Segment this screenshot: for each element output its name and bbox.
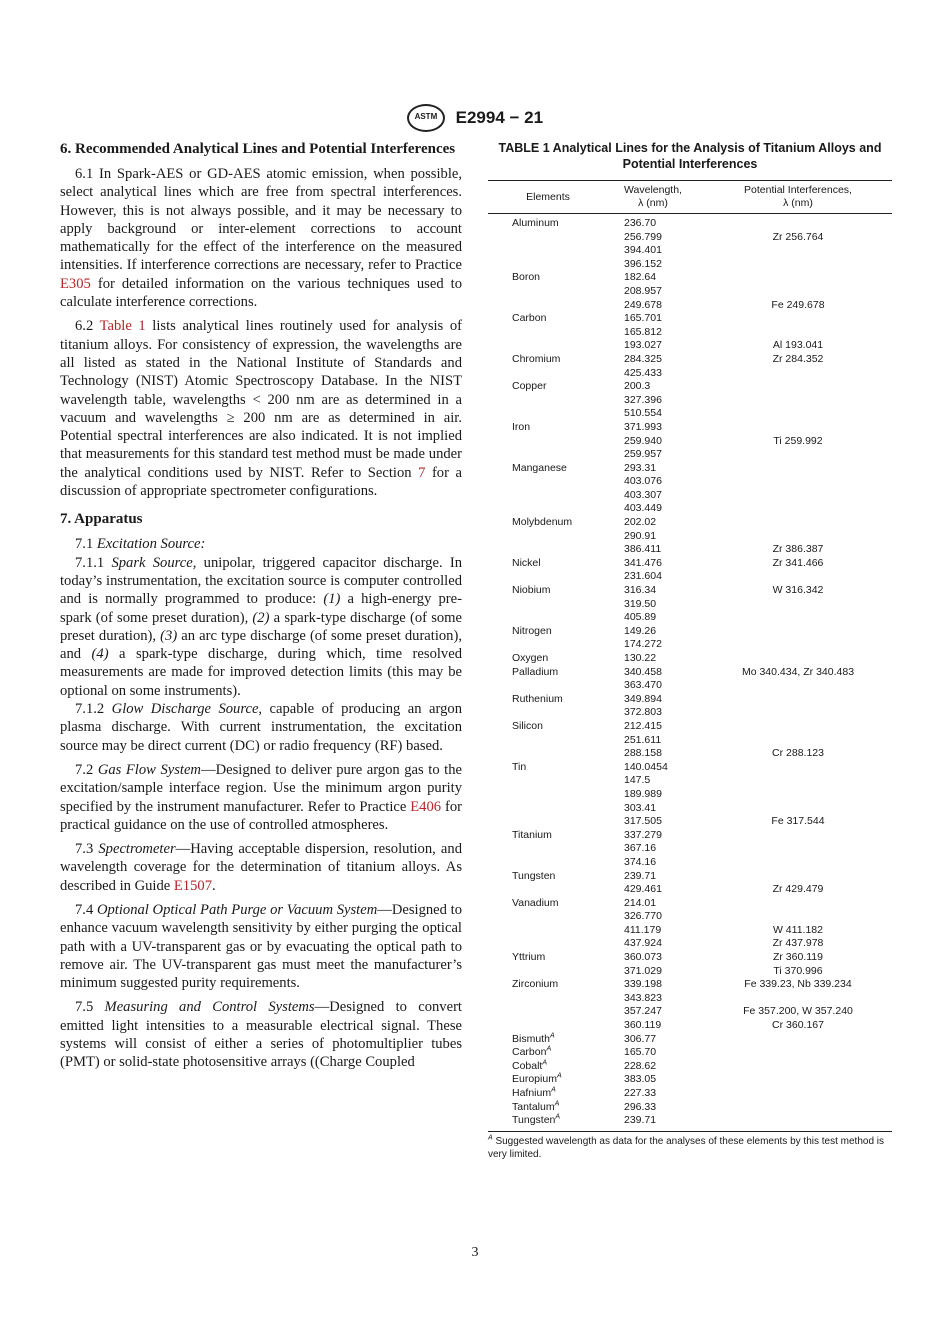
cell-wavelength: 425.433 [624, 366, 662, 379]
cell-wavelength: 284.325 [624, 352, 662, 365]
cell-wavelength: 165.70 [624, 1046, 657, 1059]
cell-wavelength: 367.16 [624, 842, 657, 855]
cell-wavelength: 340.458 [624, 665, 662, 678]
paragraph-6-1: 6.1 In Spark-AES or GD-AES atomic emission, when possible, select analytical lines which are free from spectral interferences. However, this is not always possible, and it may be necessary to apply background or inter-element corrections to account mathematically for the effect of the interference on the measured intensities. If interference corrections are necessary, refer to Practice E305 for detailed information on the various techniques used to calculate interference corrections. [60, 166, 462, 311]
cell-wavelength: 147.5 [624, 774, 651, 787]
table-row [488, 435, 892, 449]
table-row [488, 1087, 892, 1101]
table-row [488, 312, 892, 326]
cell-element: Iron [512, 420, 531, 433]
cell-element: Europium$^A$ [512, 1072, 562, 1086]
cell-interference: Ti 370.996 [773, 964, 823, 977]
table-row [488, 367, 892, 381]
cell-element: Nickel [512, 556, 541, 569]
table-row [488, 883, 892, 897]
header-wavelength: Wavelength, λ (nm) [624, 184, 682, 209]
cell-interference: Fe 339.23, Nb 339.234 [744, 978, 852, 991]
cell-wavelength: 202.02 [624, 516, 657, 529]
table-row [488, 774, 892, 788]
cell-interference: Zr 284.352 [772, 352, 824, 365]
cell-wavelength: 182.64 [624, 271, 657, 284]
cell-wavelength: 214.01 [624, 896, 657, 909]
cell-wavelength: 374.16 [624, 855, 657, 868]
table-row [488, 489, 892, 503]
table-row [488, 1101, 892, 1115]
table-row [488, 992, 892, 1006]
cell-element: Silicon [512, 719, 543, 732]
cell-element: Carbon$^A$ [512, 1045, 552, 1059]
cell-element: Yttrium [512, 951, 546, 964]
table-row [488, 1019, 892, 1033]
cell-wavelength: 165.812 [624, 325, 662, 338]
cell-element: Titanium [512, 828, 552, 841]
cell-wavelength: 193.027 [624, 339, 662, 352]
cell-interference: Fe 357.200, W 357.240 [743, 1005, 853, 1018]
cell-element: Chromium [512, 352, 561, 365]
cell-wavelength: 363.470 [624, 679, 662, 692]
table-row [488, 299, 892, 313]
cell-wavelength: 386.411 [624, 543, 662, 556]
document-designation: E2994 − 21 [455, 108, 544, 127]
table-row [488, 1114, 892, 1128]
cell-wavelength: 227.33 [624, 1087, 657, 1099]
cell-wavelength: 249.678 [624, 298, 662, 311]
table-row [488, 693, 892, 707]
table-row [488, 638, 892, 652]
cell-element: Carbon [512, 312, 547, 325]
table-row [488, 679, 892, 693]
cell-wavelength: 360.119 [624, 1019, 662, 1032]
table-row [488, 897, 892, 911]
cell-wavelength: 306.77 [624, 1032, 657, 1045]
table-row [488, 462, 892, 476]
cell-interference: W 411.182 [772, 923, 823, 936]
cell-element: Zirconium [512, 978, 559, 991]
paragraph-7-1-1: 7.1.1 Spark Source, unipolar, triggered capacitor discharge. In today’s instrumentation, the excitation source is computer controlled and is normally programmed to produce: (1) a high-energy pre-spark (of some preset duration), (2) a spark-type discharge (of some preset duration), (3) an arc type discharge (of some preset duration), and (4) a spark-type discharge, during which, time resolved measurements are made for improved detection limits (this may be optional on some instruments). [60, 554, 463, 699]
cell-wavelength: 317.505 [624, 815, 662, 828]
table-row [488, 231, 892, 245]
cell-element: Copper [512, 380, 547, 393]
cell-wavelength: 326.770 [624, 910, 662, 923]
table-row [488, 788, 892, 802]
cell-wavelength: 236.70 [624, 217, 657, 229]
cell-wavelength: 251.611 [624, 733, 662, 746]
table-row [488, 706, 892, 720]
table-row [488, 720, 892, 734]
table-row [488, 339, 892, 353]
cell-wavelength: 403.449 [624, 502, 662, 515]
cell-wavelength: 149.26 [624, 624, 657, 637]
cell-element: Ruthenium [512, 692, 563, 705]
e1507-link[interactable]: E1507 [173, 877, 212, 894]
table-1-link[interactable]: Table 1 [99, 318, 146, 335]
table-row [488, 652, 892, 666]
cell-wavelength: 371.029 [624, 964, 662, 977]
cell-wavelength: 437.924 [624, 937, 662, 950]
cell-wavelength: 383.05 [624, 1073, 657, 1086]
cell-wavelength: 208.957 [624, 284, 662, 297]
header-elements: Elements [526, 191, 570, 203]
table-row [488, 353, 892, 367]
e305-link[interactable]: E305 [60, 275, 91, 292]
table-row [488, 217, 892, 231]
table-row [488, 747, 892, 761]
cell-wavelength: 165.701 [624, 312, 662, 325]
cell-wavelength: 411.179 [624, 923, 662, 936]
cell-wavelength: 288.158 [624, 747, 662, 760]
cell-wavelength: 259.940 [624, 434, 662, 447]
table-row [488, 856, 892, 870]
table-row [488, 761, 892, 775]
cell-interference: Ti 259.992 [773, 434, 823, 447]
cell-element: Cobalt$^A$ [512, 1059, 548, 1072]
table-row [488, 611, 892, 625]
cell-wavelength: 349.894 [624, 692, 662, 705]
page-header [0, 104, 950, 132]
table-row [488, 965, 892, 979]
cell-wavelength: 239.71 [624, 1114, 657, 1127]
cell-element: Palladium [512, 665, 559, 678]
cell-wavelength: 174.272 [624, 638, 662, 651]
cell-wavelength: 371.993 [624, 420, 662, 433]
table-row [488, 244, 892, 258]
cell-wavelength: 212.415 [624, 719, 662, 732]
table-row [488, 598, 892, 612]
table-row [488, 1046, 892, 1060]
astm-logo-icon: ASTM [407, 104, 445, 132]
paragraph-7-1-2: 7.1.2 Glow Discharge Source, capable of producing an argon plasma discharge. With current instrumentation, the excitation source may be direct current (DC) or radio frequency (RF) based. [60, 701, 463, 754]
table-row [488, 285, 892, 299]
cell-wavelength: 239.71 [624, 869, 657, 882]
table-row [488, 516, 892, 530]
cell-wavelength: 130.22 [624, 652, 657, 664]
cell-wavelength: 316.34 [624, 584, 657, 597]
cell-element: Nitrogen [512, 624, 552, 637]
cell-wavelength: 231.604 [624, 570, 662, 583]
page-number: 3 [471, 1245, 479, 1260]
e406-link[interactable]: E406 [410, 798, 442, 815]
cell-element: Vanadium [512, 896, 559, 909]
table-row [488, 570, 892, 584]
cell-element: Aluminum [512, 217, 559, 229]
paragraph-6-2: 6.2 Table 1 lists analytical lines routinely used for analysis of titanium alloys. For consistency of expression, the wavelengths are all listed as stated in the National Institute of Standards and Technology (NIST) Atomic Spectroscopy Database. In the NIST wavelength table, wavelengths < 200 nm are as determined in a vacuum and wavelengths ≥ 200 nm are as determined in air. Potential spectral interferences are also indicated. It is not implied that measurements for this standard test method must be made under the analytical conditions used by NIST. Refer to Section 7 for a discussion of appropriate spectrometer configurations. [60, 318, 462, 500]
cell-element: Tin [512, 760, 527, 773]
cell-interference: Zr 341.466 [772, 556, 824, 569]
cell-wavelength: 405.89 [624, 611, 657, 624]
table-footnote: $^A$ Suggested wavelength as data for the analyses of these elements by this test method is very limited. [488, 1134, 885, 1160]
table-row [488, 584, 892, 598]
table-row [488, 1005, 892, 1019]
cell-element: Tungsten [512, 869, 556, 882]
table-row [488, 734, 892, 748]
cell-wavelength: 396.152 [624, 257, 662, 270]
table-row [488, 543, 892, 557]
cell-element: Tungsten$^A$ [512, 1113, 561, 1127]
cell-element: Hafnium$^A$ [512, 1086, 556, 1099]
table-row [488, 394, 892, 408]
table-row [488, 1033, 892, 1047]
cell-wavelength: 296.33 [624, 1100, 657, 1113]
cell-wavelength: 200.3 [624, 380, 651, 393]
cell-wavelength: 319.50 [624, 597, 657, 610]
table-row [488, 978, 892, 992]
paragraph-7-2: 7.2 Gas Flow System—Designed to deliver pure argon gas to the excitation/sample interface region. Use the minimum argon purity specified by the instrument manufacturer. Refer to Practice E406 for practical guidance on the use of controlled atmospheres. [60, 761, 463, 833]
cell-wavelength: 357.247 [624, 1005, 662, 1018]
cell-interference: Al 193.041 [772, 339, 824, 352]
header-interferences: Potential Interferences, λ (nm) [744, 184, 852, 209]
cell-wavelength: 510.554 [624, 407, 662, 420]
table-row [488, 870, 892, 884]
cell-interference: Zr 386.387 [772, 543, 824, 556]
table-row [488, 448, 892, 462]
table-row [488, 380, 892, 394]
table-row [488, 1073, 892, 1087]
table-row [488, 666, 892, 680]
cell-wavelength: 293.31 [624, 461, 657, 474]
table-row [488, 258, 892, 272]
cell-element: Oxygen [512, 652, 549, 664]
table-row [488, 842, 892, 856]
table-row [488, 802, 892, 816]
cell-wavelength: 189.989 [624, 787, 662, 800]
table-row [488, 910, 892, 924]
cell-wavelength: 228.62 [624, 1059, 657, 1072]
table-row [488, 502, 892, 516]
table-row [488, 326, 892, 340]
cell-wavelength: 341.476 [624, 556, 662, 569]
cell-wavelength: 290.91 [624, 529, 657, 542]
cell-interference: Zr 429.479 [772, 883, 824, 896]
table-row [488, 951, 892, 965]
cell-wavelength: 403.076 [624, 475, 662, 488]
cell-interference: Mo 340.434, Zr 340.483 [741, 665, 855, 678]
cell-wavelength: 256.799 [624, 230, 662, 243]
cell-wavelength: 259.957 [624, 448, 662, 461]
table-title: TABLE 1 Analytical Lines for the Analysis of Titanium Alloys and Potential Interferences [498, 141, 882, 171]
table-row [488, 421, 892, 435]
section-7-heading: 7. Apparatus [60, 511, 143, 528]
left-column [60, 140, 462, 1072]
cell-wavelength: 343.823 [624, 991, 662, 1004]
table-row [488, 407, 892, 421]
table-row [488, 271, 892, 285]
cell-element: Molybdenum [512, 516, 573, 529]
paragraph-7-1: 7.1 Excitation Source: [75, 536, 206, 553]
table-row [488, 829, 892, 843]
cell-interference: Fe 317.544 [771, 815, 825, 828]
table-row [488, 625, 892, 639]
cell-interference: Zr 360.119 [772, 951, 823, 964]
cell-element: Niobium [512, 584, 551, 597]
cell-interference: Cr 288.123 [772, 747, 824, 760]
cell-wavelength: 394.401 [624, 244, 662, 257]
cell-element: Boron [512, 271, 541, 284]
cell-interference: Zr 256.764 [772, 230, 824, 243]
cell-wavelength: 429.461 [624, 883, 662, 896]
section-7-link[interactable]: 7 [418, 464, 426, 481]
cell-wavelength: 372.803 [624, 706, 662, 719]
table-row [488, 937, 892, 951]
table-row [488, 924, 892, 938]
table-row [488, 1060, 892, 1074]
paragraph-7-4: 7.4 Optional Optical Path Purge or Vacuum System—Designed to enhance vacuum wavelength sensitivity by either purging the optical path with a UV-transparent gas or by evacuating the optical path to remove air. The UV-transparent gas must meet the manufacturer’s minimum suggested purity requirements. [60, 901, 463, 992]
cell-wavelength: 303.41 [624, 801, 657, 814]
table-body [488, 217, 892, 1128]
cell-element: Manganese [512, 461, 567, 474]
cell-element: Tantalum$^A$ [512, 1100, 560, 1113]
cell-interference: Zr 437.978 [772, 937, 824, 950]
table-row [488, 475, 892, 489]
cell-interference: Fe 249.678 [771, 298, 825, 311]
cell-wavelength: 140.0454 [624, 760, 668, 773]
table-header [488, 180, 892, 214]
cell-wavelength: 327.396 [624, 393, 662, 406]
cell-wavelength: 337.279 [624, 828, 662, 841]
cell-wavelength: 403.307 [624, 488, 662, 501]
table-row [488, 557, 892, 571]
cell-element: Bismuth$^A$ [512, 1032, 555, 1045]
table-1 [488, 140, 892, 1161]
section-6-heading: 6. Recommended Analytical Lines and Potential Interferences [60, 141, 456, 157]
paragraph-7-5: 7.5 Measuring and Control Systems—Designed to convert emitted light intensities to a measurable electrical signal. These systems will consist of either a series of photomultiplier tubes (PMT) or solid-state photosensitive arrays ((Charge Coupled [60, 999, 462, 1071]
cell-wavelength: 360.073 [624, 951, 662, 964]
table-row [488, 815, 892, 829]
cell-interference: W 316.342 [772, 584, 824, 597]
cell-interference: Cr 360.167 [772, 1019, 824, 1032]
table-row [488, 530, 892, 544]
table-bottom-rule [488, 1131, 892, 1132]
paragraph-7-3: 7.3 Spectrometer—Having acceptable dispersion, resolution, and wavelength coverage for the determination of titanium alloys. As described in Guide E1507. [60, 841, 462, 894]
cell-wavelength: 339.198 [624, 978, 662, 991]
